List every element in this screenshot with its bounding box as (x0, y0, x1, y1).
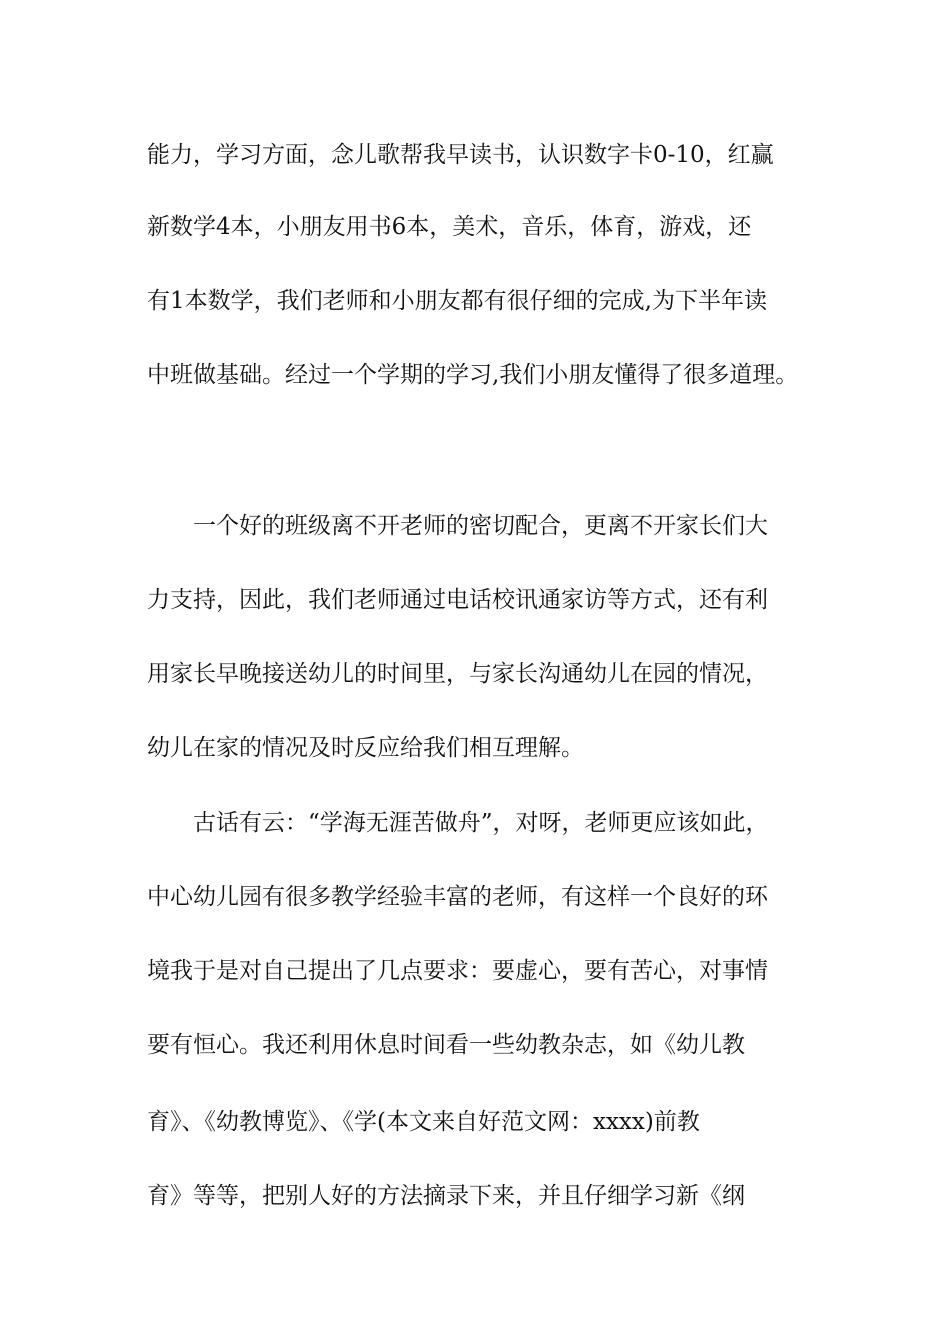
text-line: 新数学4本，小朋友用书6本，美术，音乐，体育，游戏，还 (147, 214, 752, 240)
paragraph-first-line: 一个好的班级离不开老师的密切配合，更离不开家长们大 (193, 513, 768, 539)
text-line: 力支持，因此，我们老师通过电话校讯通家访等方式，还有利 (147, 587, 768, 613)
text-line: 能力，学习方面，念儿歌帮我早读书，认识数字卡0-10，红赢 (147, 142, 774, 168)
text-line: 中心幼儿园有很多教学经验丰富的老师，有这样一个良好的环 (147, 884, 768, 910)
text-line: 育》等等，把别人好的方法摘录下来，并且仔细学习新《纲 (147, 1183, 745, 1209)
text-line: 有1本数学，我们老师和小朋友都有很仔细的完成,为下半年读 (147, 288, 767, 314)
text-line: 要有恒心。我还利用休息时间看一些幼教杂志，如《幼儿教 (147, 1032, 745, 1058)
text-line: 中班做基础。经过一个学期的学习,我们小朋友懂得了很多道理。 (147, 362, 799, 388)
text-line: 境我于是对自己提出了几点要求：要虚心，要有苦心，对事情 (147, 958, 768, 984)
text-line: 幼儿在家的情况及时反应给我们相互理解。 (147, 735, 584, 761)
text-line: 用家长早晚接送幼儿的时间里，与家长沟通幼儿在园的情况， (147, 661, 768, 687)
text-line: 育》、《幼教博览》、《学(本文来自好范文网：xxxx)前教 (147, 1109, 700, 1135)
paragraph-first-line: 古话有云：“学海无涯苦做舟”，对呀，老师更应该如此， (193, 810, 769, 836)
